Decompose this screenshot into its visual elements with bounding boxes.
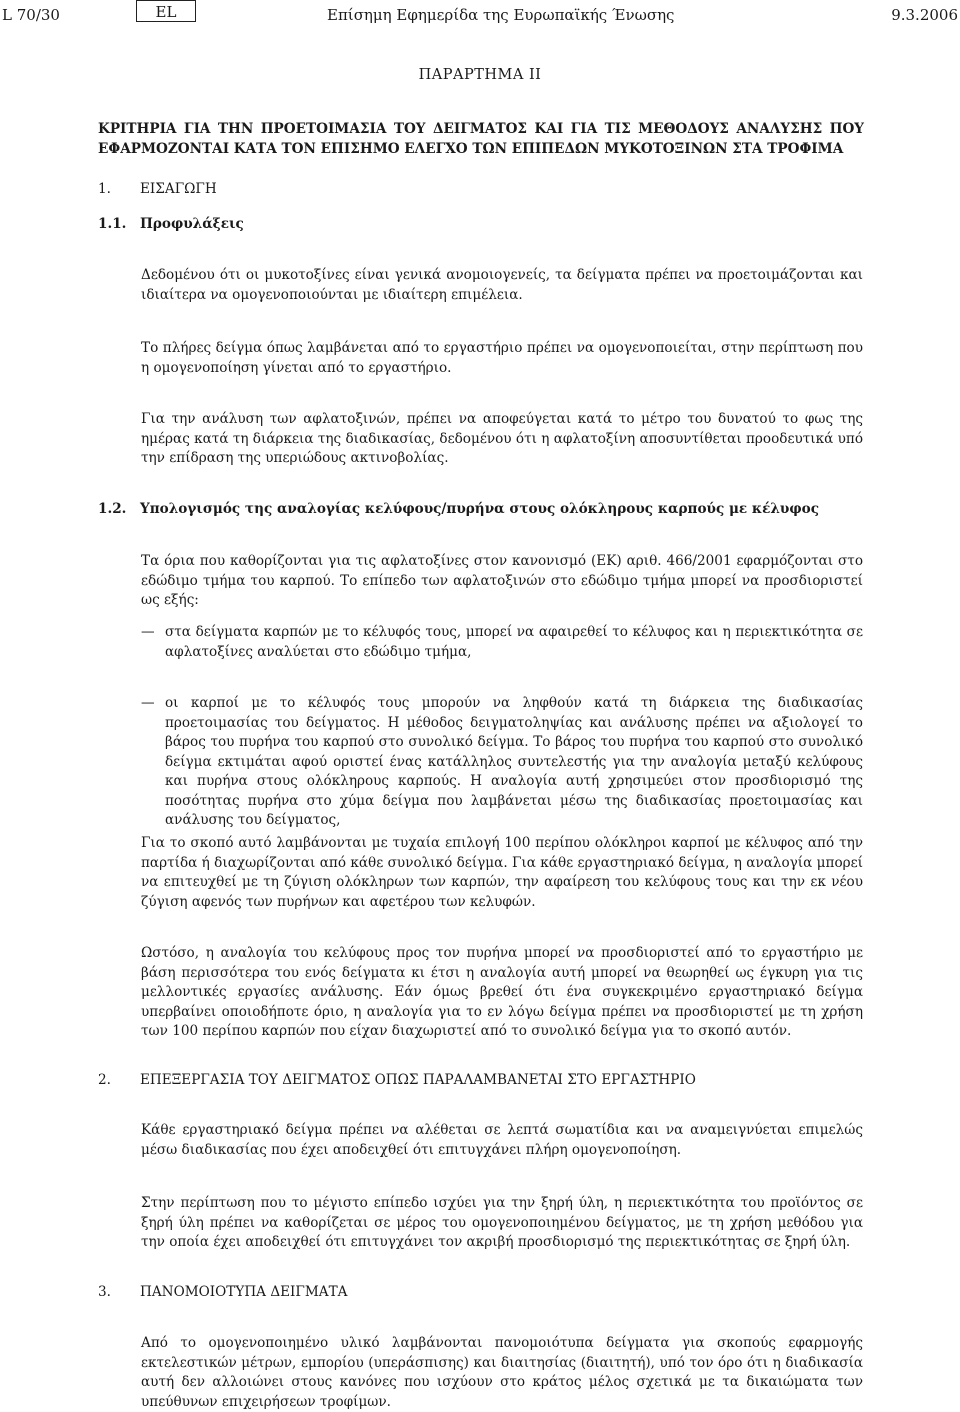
section-title: ΠΑΝΟΜΟΙΟΤΥΠΑ ΔΕΙΓΜΑΤΑ <box>140 1284 348 1300</box>
section-number: 2. <box>98 1072 111 1088</box>
section-1-1-heading <box>98 215 244 235</box>
section-title: ΕΠΕΞΕΡΓΑΣΙΑ ΤΟΥ ΔΕΙΓΜΑΤΟΣ ΟΠΩΣ ΠΑΡΑΛΑΜΒΑΝΕΤΑΙ ΣΤΟ ΕΡΓΑΣΤΗΡΙΟ <box>140 1072 696 1088</box>
main-title-line-1: ΚΡΙΤΗΡΙΑ ΓΙΑ ΤΗΝ ΠΡΟΕΤΟΙΜΑΣΙΑ ΤΟΥ ΔΕΙΓΜΑΤΟΣ ΚΑΙ ΓΙΑ ΤΙΣ ΜΕΘΟΔΟΥΣ ΑΝΑΛΥΣΗΣ ΠΟΥ <box>98 121 864 137</box>
section-number: 3. <box>98 1284 111 1300</box>
paragraph: Από το ομογενοποιημένο υλικό λαμβάνονται πανομοιότυπα δείγματα για σκοπούς εφαρμογής εκτελεστικών μέτρων, εμπορίου (υπεράσπισης) και διαιτησίας (διαιτητή), υπό τον όρο ότι η διαδικασία αυτή δεν αλλοιώνει στους κανόνες που ισχύουν στο κράτος μέλος σχετικά με τα δικαιώματα των υπεύθυνων επιχειρήσεων τροφίμων. <box>141 1335 863 1410</box>
language-badge: EL <box>136 0 196 22</box>
paragraph: Δεδομένου ότι οι μυκοτοξίνες είναι γενικά ανομοιογενείς, τα δείγματα πρέπει να προετοιμάζονται και ιδιαίτερα να ομογενοποιούνται με ιδιαίτερη επιμέλεια. <box>141 267 863 303</box>
paragraph: Το πλήρες δείγμα όπως λαμβάνεται από το εργαστήριο πρέπει να ομογενοποιείται, στην περίπτωση που η ομογενοποίηση γίνεται από το εργαστήριο. <box>141 340 863 376</box>
section-1-heading <box>98 180 217 200</box>
section-3-heading <box>98 1283 347 1303</box>
dash-list-item <box>141 694 863 831</box>
section-2-heading <box>98 1071 696 1091</box>
section-title: Υπολογισμός της αναλογίας κελύφους/πυρήνα στους ολόκληρους καρπούς με κέλυφος <box>140 501 819 517</box>
publication-date: 9.3.2006 <box>891 6 958 24</box>
page-reference: L 70/30 <box>2 6 60 24</box>
section-1-2-heading <box>98 500 819 520</box>
dash-list-item <box>141 623 863 662</box>
section-number: 1.2. <box>98 501 127 517</box>
paragraph: Ωστόσο, η αναλογία του κελύφους προς τον πυρήνα μπορεί να προσδιοριστεί από το εργαστήριο με βάση περισσότερα του ενός δείγματα κι έτσι η αναλογία αυτή μπορεί να θεωρηθεί ως έγκυρη για τις μελλοντικές εργασίες ανάλυσης. Εάν όμως βρεθεί ότι ένα συγκεκριμένο εργαστηριακό δείγμα υπερβαίνει οποιοδήποτε όριο, η αναλογία για το εν λόγω δείγμα πρέπει να προσδιοριστεί με τη χρήση των 100 περίπου καρπών που είχαν διαχωριστεί από το συνολικό δείγμα για το σκοπό αυτόν. <box>141 945 863 1039</box>
dash-bullet: — <box>141 695 155 711</box>
section-number: 1. <box>98 181 111 197</box>
dash-bullet: — <box>141 624 155 640</box>
list-item-text: οι καρποί με το κέλυφός τους μπορούν να ληφθούν κατά τη διάρκεια της διαδικασίας προετοιμασίας του δείγματος. Η μέθοδος δειγματοληψίας και ανάλυσης πρέπει να αξιολογεί το βάρος του πυρήνα του καρπού στο συνολικό δείγμα. Το βάρος του πυρήνα του καρπού στο συνολικό δείγμα εκτιμάται αφού οριστεί ένας κατάλληλος συντελεστής για την αναλογία μεταξύ κελύφους και πυρήνα στους ολόκληρους καρπούς. Η αναλογία αυτή χρησιμεύει στον προσδιορισμό της ποσότητας πυρήνα στο χύμα δείγμα που λαμβάνεται μέσω της διαδικασίας προετοιμασίας και ανάλυσης του δείγματος, <box>165 695 863 828</box>
main-title-line-2: ΕΦΑΡΜΟΖΟΝΤΑΙ ΚΑΤΑ ΤΟΝ ΕΠΙΣΗΜΟ ΕΛΕΓΧΟ ΤΩΝ ΕΠΙΠΕΔΩΝ ΜΥΚΟΤΟΞΙΝΩΝ ΣΤΑ ΤΡΟΦΙΜΑ <box>98 140 844 157</box>
annex-title: ΠΑΡΑΡΤΗΜΑ II <box>418 67 542 83</box>
list-item-text: στα δείγματα καρπών με το κέλυφός τους, μπορεί να αφαιρεθεί το κέλυφος και η περιεκτικότητα σε αφλατοξίνες αναλύεται στο εδώδιμο τμήμα, <box>165 624 863 660</box>
paragraph: Για την ανάλυση των αφλατοξινών, πρέπει να αποφεύγεται κατά το μέτρο του δυνατού το φως της ημέρας κατά τη διάρκεια της διαδικασίας, δεδομένου ότι η αφλατοξίνη αποσυντίθεται προοδευτικά υπό την επίδραση της υπεριώδους ακτινοβολίας. <box>141 411 864 466</box>
section-number: 1.1. <box>98 216 127 232</box>
paragraph: Τα όρια που καθορίζονται για τις αφλατοξίνες στον κανονισμό (ΕΚ) αριθ. 466/2001 εφαρμόζονται στο εδώδιμο τμήμα του καρπού. Το επίπεδο των αφλατοξινών στο εδώδιμο τμήμα μπορεί να προσδιοριστεί ως εξής: <box>141 553 863 608</box>
paragraph: Κάθε εργαστηριακό δείγμα πρέπει να αλέθεται σε λεπτά σωματίδια και να αναμειγνύεται επιμελώς μέσω διαδικασίας που έχει αποδειχθεί ότι επιτυγχάνει πλήρη ομογενοποίηση. <box>141 1122 863 1158</box>
journal-title: Επίσημη Εφημερίδα της Ευρωπαϊκής Ένωσης <box>327 6 675 24</box>
paragraph: Για το σκοπό αυτό λαμβάνονται με τυχαία επιλογή 100 περίπου ολόκληροι καρποί με κέλυφος από την παρτίδα ή διαχωρίζονται από κάθε συνολικό δείγμα. Για κάθε εργαστηριακό δείγμα, η αναλογία μπορεί να επιτευχθεί με τη ζύγιση ολόκληρων των καρπών, την αφαίρεση του κελύφους τους και την εκ νέου ζύγιση αφενός των πυρήνων και αφετέρου των κελυφών. <box>141 835 863 910</box>
section-title: ΕΙΣΑΓΩΓΗ <box>140 181 217 197</box>
paragraph: Στην περίπτωση που το μέγιστο επίπεδο ισχύει για την ξηρή ύλη, η περιεκτικότητα του προϊόντος σε ξηρή ύλη πρέπει να καθορίζεται σε μέρος του ομογενοποιημένου δείγματος, με τη χρήση μεθόδου για την οποία έχει αποδειχθεί ότι επιτυγχάνει τον ακριβή προσδιορισμό της περιεκτικότητας σε ξηρή ύλη. <box>141 1195 863 1250</box>
main-title <box>98 120 864 159</box>
section-title: Προφυλάξεις <box>140 216 244 232</box>
